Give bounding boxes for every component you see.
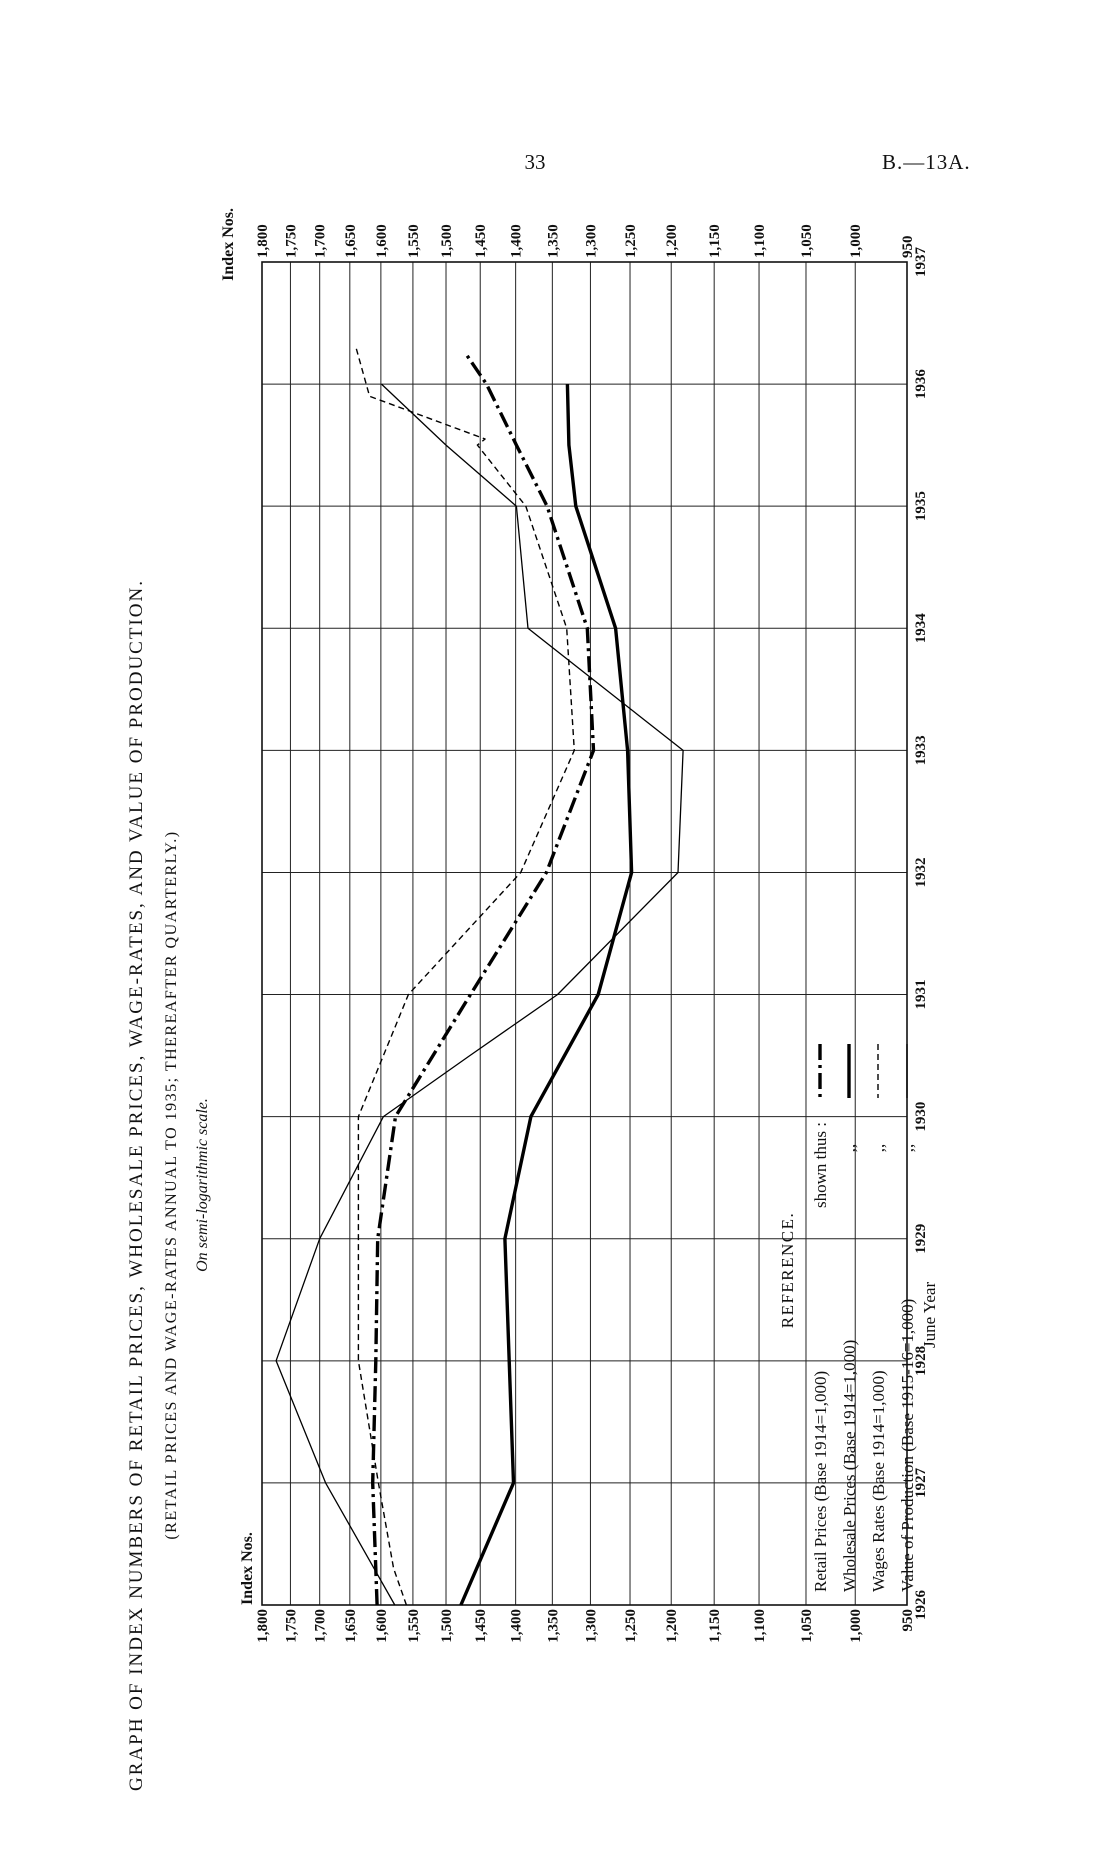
x-tick-label: 1926 xyxy=(913,1590,929,1620)
y-tick-label-bottom: 950 xyxy=(900,1609,916,1632)
y-tick-label-top: 1,500 xyxy=(439,224,456,258)
x-tick-label: 1936 xyxy=(913,369,929,400)
y-tick-label-top: 1,600 xyxy=(373,224,390,258)
y-tick-label-top: 1,400 xyxy=(508,224,525,258)
y-tick-label-top: 1,450 xyxy=(473,224,490,258)
y-tick-label-top: 1,700 xyxy=(312,224,329,258)
x-tick-label: 1931 xyxy=(913,979,929,1010)
legend-label: Wages Rates (Base 1914=1,000) xyxy=(869,1370,888,1592)
data-series xyxy=(276,348,683,1606)
scale-note: On semi-logarithmic scale. xyxy=(194,1098,211,1272)
y-tick-label-top: 1,750 xyxy=(283,224,300,258)
y-tick-label-bottom: 1,550 xyxy=(405,1609,422,1643)
y-tick-label-bottom: 1,400 xyxy=(508,1609,525,1643)
y-tick-label-bottom: 1,700 xyxy=(312,1609,329,1643)
x-tick-label: 1932 xyxy=(913,857,929,888)
y-tick-label-bottom: 1,300 xyxy=(583,1609,600,1643)
y-tick-label-top: 1,350 xyxy=(545,224,562,258)
legend-label: Wholesale Prices (Base 1914=1,000) xyxy=(840,1339,859,1592)
y-tick-label-bottom: 1,800 xyxy=(255,1609,271,1643)
x-tick-label: 1935 xyxy=(913,491,929,522)
document-reference: B.—13A. xyxy=(882,150,971,174)
y-tick-label-top: 1,800 xyxy=(255,224,271,258)
y-tick-label-top: 1,200 xyxy=(664,224,681,258)
y-tick-label-bottom: 1,650 xyxy=(342,1609,359,1643)
chart-subtitle: (RETAIL PRICES AND WAGE-RATES ANNUAL TO 1935; THEREAFTER QUARTERLY.) xyxy=(163,830,180,1540)
y-tick-label-bottom: 1,750 xyxy=(283,1609,300,1643)
x-tick-label: 1933 xyxy=(913,735,929,766)
y-tick-label-bottom: 1,500 xyxy=(439,1609,456,1643)
y-tick-label-bottom: 1,200 xyxy=(664,1609,681,1643)
y-tick-label-bottom: 1,350 xyxy=(545,1609,562,1643)
y-tick-label-bottom: 1,150 xyxy=(707,1609,724,1643)
y-tick-label-top: 950 xyxy=(900,235,916,258)
legend-ditto: ,, xyxy=(840,1143,859,1153)
legend-label: Value of Production (Base 1915-16=1,000) xyxy=(898,1298,917,1592)
x-tick-label: 1928 xyxy=(913,1345,929,1376)
chart-title: GRAPH OF INDEX NUMBERS OF RETAIL PRICES, WHOLESALE PRICES, WAGE-RATES, AND VALUE OF PRODUCTION. xyxy=(126,579,147,1791)
ylabel-right: Index Nos. xyxy=(220,208,237,281)
y-tick-label-bottom: 1,600 xyxy=(373,1609,390,1643)
series-line-3 xyxy=(356,348,574,1606)
y-tick-label-top: 1,550 xyxy=(405,224,422,258)
y-tick-label-bottom: 1,250 xyxy=(623,1609,640,1643)
x-tick-label: 1927 xyxy=(913,1467,929,1498)
y-tick-label-top: 1,150 xyxy=(707,224,724,258)
x-tick-label: 1930 xyxy=(913,1101,929,1132)
x-tick-label: 1937 xyxy=(913,247,929,277)
y-tick-label-bottom: 1,100 xyxy=(752,1609,769,1643)
legend-label-line2: June Year xyxy=(920,1281,939,1348)
legend-label: Retail Prices (Base 1914=1,000) xyxy=(811,1370,830,1592)
y-tick-label-top: 1,050 xyxy=(798,224,815,258)
y-tick-label-top: 1,250 xyxy=(623,224,640,258)
legend-heading: REFERENCE. xyxy=(778,1211,797,1329)
legend-shown-thus: shown thus : xyxy=(811,1122,830,1208)
y-tick-label-top: 1,650 xyxy=(342,224,359,258)
page-number: 33 xyxy=(524,150,546,174)
ylabel-left: Index Nos. xyxy=(239,1532,256,1605)
y-tick-label-bottom: 1,050 xyxy=(798,1609,815,1643)
y-tick-label-bottom: 1,450 xyxy=(473,1609,490,1643)
series-line-1 xyxy=(373,354,594,1605)
y-tick-label-top: 1,000 xyxy=(848,224,865,258)
x-tick-label: 1934 xyxy=(913,613,929,644)
y-tick-label-top: 1,300 xyxy=(583,224,600,258)
legend-ditto: ,, xyxy=(869,1143,888,1153)
y-tick-label-bottom: 1,000 xyxy=(848,1609,865,1643)
x-tick-label: 1929 xyxy=(913,1223,929,1254)
legend-ditto: ,, xyxy=(898,1143,917,1153)
y-tick-label-top: 1,100 xyxy=(752,224,769,258)
